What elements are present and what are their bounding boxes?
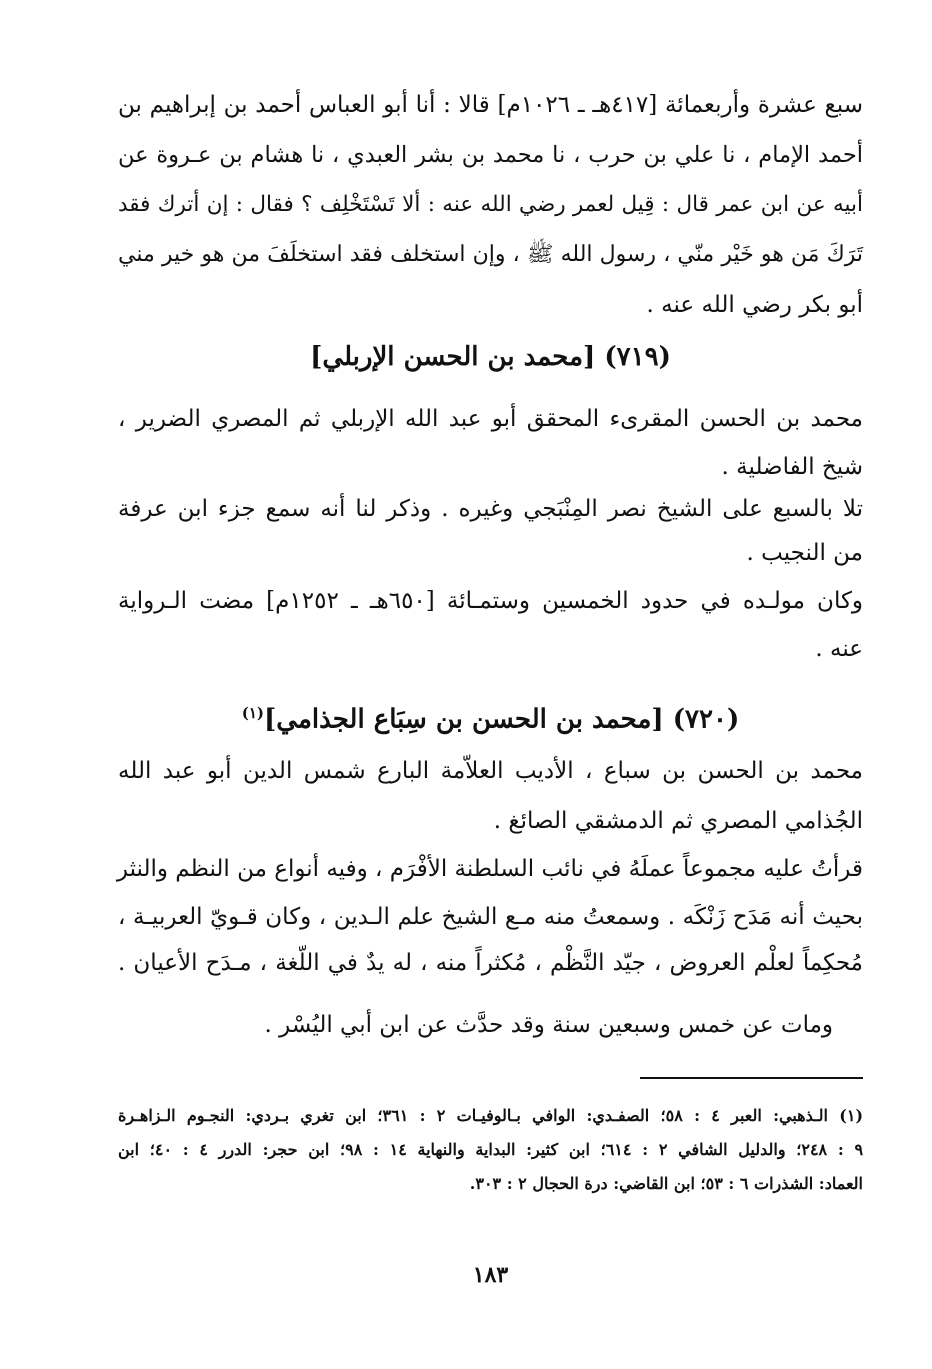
entry-719-line: محمد بن الحسن المقرىء المحقق أبو عبد الله الإربلي ثم المصري الضرير ، bbox=[118, 406, 863, 432]
entry-720-title: (٧٢٠) [محمد بن الحسن بن سِبَاع الجذامي] bbox=[264, 704, 740, 735]
intro-line: سبع عشرة وأربعمائة [٤١٧هـ ـ ١٠٢٦م] قالا : أنا أبو العباس أحمد بن إبراهيم بن bbox=[118, 92, 864, 118]
entry-720-line: الجُذامي المصري ثم الدمشقي الصائغ . bbox=[493, 808, 863, 834]
footnote-line: العماد: الشذرات ٦ : ٥٣؛ ابن القاضي: درة الحجال ٢ : ٣٠٣. bbox=[469, 1174, 863, 1193]
footnote-marker: (١) bbox=[241, 704, 264, 722]
entry-720-line: بحيث أنه مَدَح زَنْكَه . وسمعتُ منه مـع الشيخ علم الـدين ، وكان قـويّ العربيـة ، bbox=[118, 904, 863, 930]
entry-720-line: مُحكِماً لعلْم العروض ، جيّد النَّظْم ، مُكثراً منه ، له يدٌ في اللّغة ، مـدَح الأعيان . bbox=[118, 950, 863, 976]
entry-719-line: شيخ الفاضلية . bbox=[721, 454, 863, 480]
entry-720-line: قرأتُ عليه مجموعاً عملَهُ في نائب السلطنة الأفْرَم ، وفيه أنواع من النظم والنثر bbox=[116, 856, 863, 882]
intro-line: تَرَكَ مَن هو خَيْر منّي ، رسول الله ﷺ ، وإن استخلف فقد استخلَفَ من هو خير مني bbox=[118, 242, 863, 267]
intro-line: أبيه عن ابن عمر قال : قِيل لعمر رضي الله عنه : ألا تَسْتَخْلِف ؟ فقال : إن أترك فقد bbox=[118, 192, 863, 217]
entry-719-heading: (٧١٩) [محمد بن الحسن الإربلي] bbox=[310, 342, 671, 372]
entry-719-line: تلا بالسبع على الشيخ نصر المِنْبَجي وغيره . وذكر لنا أنه سمع جزء ابن عرفة bbox=[118, 496, 863, 522]
entry-720-line: محمد بن الحسن بن سباع ، الأديب العلاّمة البارع شمس الدين أبو عبد الله bbox=[118, 758, 863, 784]
intro-line: أحمد الإمام ، نا علي بن حرب ، نا محمد بن بشر العبدي ، نا هشام بن عـروة عن bbox=[118, 142, 863, 168]
footnote-line: (١) الـذهبي: العبر ٤ : ٥٨؛ الصفـدي: الوافي بـالوفيـات ٢ : ٣٦١؛ ابن تغري بـردي: النجـوم الـزاهـرة bbox=[118, 1106, 864, 1125]
entry-720-heading bbox=[118, 696, 863, 737]
entry-719-line: عنه . bbox=[815, 636, 863, 662]
page-number: ١٨٣ bbox=[472, 1262, 509, 1288]
footnote-line: ٩ : ٢٤٨؛ والدليل الشافي ٢ : ٦١٤؛ ابن كثير: البداية والنهاية ١٤ : ٩٨؛ ابن حجر: الدرر ٤ : ٤٠؛ ابن bbox=[118, 1140, 864, 1159]
entry-719-line: من النجيب . bbox=[746, 540, 863, 566]
entry-719-line: وكان مولـده في حدود الخمسين وستمـائة [٦٥٠هـ ـ ١٢٥٢م] مضت الـرواية bbox=[118, 588, 864, 614]
intro-line: أبو بكر رضي الله عنه . bbox=[646, 292, 863, 318]
footnote-separator bbox=[640, 1077, 863, 1079]
entry-720-line: ومات عن خمس وسبعين سنة وقد حدَّث عن ابن أبي اليُسْر . bbox=[264, 1012, 833, 1038]
